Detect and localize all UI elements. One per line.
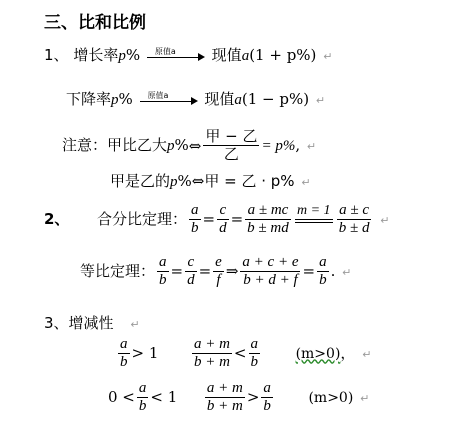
growth-rate-label: 增长率 [73, 46, 119, 64]
combined-ratio-label: 合分比定理： [97, 209, 188, 228]
paragraph-mark: ↵ [362, 347, 372, 361]
monotonicity-line [44, 312, 140, 333]
paragraph-mark: ↵ [323, 50, 333, 63]
item-number: 3、 [44, 314, 69, 332]
condition-m-positive: (m>0) [295, 345, 341, 362]
note-text-1: 甲比乙大 [107, 135, 168, 154]
arrow-label: 原值a [147, 91, 169, 100]
fraction-am-bm: $\frac{a + m}{b + m}$ [193, 336, 230, 371]
double-equals-m1: m = 1 [295, 203, 333, 237]
greater-than: > [246, 387, 260, 406]
note-line-1 [62, 128, 316, 164]
a-var: a [241, 48, 250, 64]
arrow-label: 原值a [154, 47, 176, 56]
fraction-denominator: 乙 [223, 145, 239, 164]
less-than: < [233, 343, 247, 362]
comma: ， [340, 343, 356, 362]
labeled-arrow [140, 93, 198, 107]
iff-symbol: ⇔ [188, 136, 202, 155]
monotonicity-label: 增减性 [68, 314, 114, 332]
percent-sign: % [118, 90, 133, 108]
current-value-label: 现值 [204, 90, 235, 108]
decline-expr: (1 − p%) [241, 90, 310, 108]
fraction-simple: $\frac{a \pm c}{b \pm d}$ [338, 202, 370, 237]
greater-than-one: > 1 [131, 343, 159, 362]
a-var: a [234, 92, 242, 108]
equals: = [202, 209, 216, 228]
zero-less-than: 0 < [108, 387, 135, 406]
fraction-a-b: $\frac{a}{b}$ [159, 254, 167, 289]
monotonicity-row-2 [108, 380, 369, 416]
p-var: p [167, 137, 175, 154]
item-number: 2、 [44, 209, 70, 228]
iff-symbol: ⇔ [191, 172, 205, 190]
combined-ratio-line [44, 202, 389, 238]
fraction-am-bm: $\frac{a + m}{b + m}$ [206, 380, 243, 415]
paragraph-mark: ↵ [315, 94, 326, 107]
p-var: p [118, 48, 126, 64]
p-var: p [111, 92, 119, 108]
labeled-arrow [147, 49, 205, 63]
fraction-a-b: $\frac{a}{b}$ [319, 254, 327, 289]
paragraph-mark: ↵ [130, 318, 140, 331]
fraction-e-f: $\frac{e}{f}$ [215, 254, 222, 289]
decline-rate-line [66, 88, 325, 109]
fraction-a-b: $\frac{a}{b}$ [250, 336, 258, 371]
equals: = [198, 261, 212, 280]
section-heading: 三、比和比例 [44, 13, 146, 33]
fraction-sum: $\frac{a + c + e}{b + d + f}$ [242, 254, 299, 289]
less-than-one: < 1 [150, 387, 178, 406]
equal-ratio-line [80, 254, 351, 290]
equal-ratio-label: 等比定理： [80, 261, 156, 280]
paragraph-mark: ↵ [360, 391, 370, 405]
paragraph-mark: ↵ [342, 265, 352, 279]
comma: , [295, 135, 301, 154]
difference-fraction [203, 128, 259, 164]
equals: = [170, 261, 184, 280]
implies-symbol: ⇒ [225, 261, 239, 280]
fraction-a-b: $\frac{a}{b}$ [120, 336, 128, 371]
equals-p: = p% [261, 137, 296, 154]
growth-rate-line [44, 44, 332, 65]
fraction-mixed: $\frac{a \pm mc}{b \pm md}$ [247, 202, 289, 237]
p-var: p [170, 174, 178, 190]
product-expr: 甲 = 乙 · p% [204, 172, 295, 190]
fraction-c-d: $\frac{c}{d}$ [219, 202, 227, 237]
decline-rate-label: 下降率 [66, 90, 112, 108]
monotonicity-row-1 [116, 336, 371, 372]
equals: = [302, 261, 316, 280]
fraction-numerator: 甲 − 乙 [205, 127, 258, 145]
fraction-a-b: $\frac{a}{b}$ [138, 380, 147, 415]
fraction-a-b: $\frac{a}{b}$ [191, 202, 199, 237]
percent-sign: % [174, 135, 189, 154]
equals: = [230, 209, 244, 228]
growth-expr: (1 + p%) [249, 46, 317, 64]
item-number: 1、 [44, 46, 69, 64]
condition-m-positive: (m>0) [308, 389, 354, 406]
fraction-c-d: $\frac{c}{d}$ [187, 254, 195, 289]
paragraph-mark: ↵ [301, 176, 311, 189]
period: . [330, 261, 336, 280]
paragraph-mark: ↵ [306, 139, 317, 153]
note-text-2: 甲是乙的 [110, 172, 171, 190]
percent-sign: % [125, 46, 141, 64]
note-label: 注意： [62, 135, 108, 154]
fraction-a-b: $\frac{a}{b}$ [263, 380, 271, 415]
note-line-2 [110, 170, 311, 191]
paragraph-mark: ↵ [380, 213, 390, 227]
percent-sign: % [177, 172, 192, 190]
current-value-label: 现值 [211, 46, 242, 64]
